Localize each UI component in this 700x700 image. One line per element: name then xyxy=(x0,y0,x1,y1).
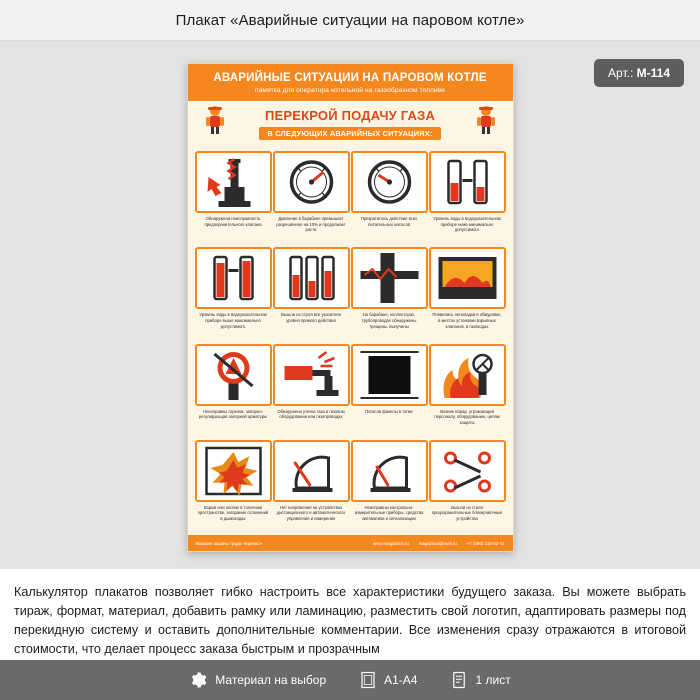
pictogram-cell[interactable] xyxy=(275,440,348,531)
pictogram-caption: Неисправны горелки, запорно-регулирующая запорной арматуры xyxy=(198,408,268,420)
bottom-item-label: А1-А4 xyxy=(384,673,418,687)
pictogram-caption: Уровень воды в водоуказательном приборе ниже минимально допустимого xyxy=(433,216,501,233)
article-badge xyxy=(594,59,684,87)
gear-icon xyxy=(189,671,207,689)
pictogram-cell[interactable] xyxy=(197,344,270,435)
fire-danger-icon xyxy=(429,344,506,406)
poster-footer-phone: +7 (495) 215-02-41 xyxy=(466,540,505,546)
pictogram-caption: Нет напряжения на устройствах дистанционного и автоматического управления и измерения xyxy=(276,504,346,522)
poster-footer-site: www.magazinot.ru xyxy=(373,540,409,546)
sheet-icon xyxy=(451,671,467,689)
safety-valve-icon xyxy=(195,151,272,213)
bottom-item-material[interactable] xyxy=(189,671,326,689)
pictogram-cell[interactable] xyxy=(197,247,270,338)
worker-figure-icon xyxy=(473,105,499,135)
pump-gauge-icon xyxy=(351,151,428,213)
pictogram-cell[interactable] xyxy=(431,440,504,531)
bottom-item-sheets[interactable] xyxy=(451,671,510,689)
description-text: Калькулятор плакатов позволяет гибко настроить все характеристики будущего заказа. Вы можете выбрать тираж, формат, материал, добавить рамку или ламинацию, разместить свой логотип, адаптировать размеры под перекидную систему и оставить дополнительные комментарии. Все изменения сразу отражаются в итоговой стоимости, что делает процесс заказа быстрым и прозрачным xyxy=(14,585,686,656)
poster-stage xyxy=(0,41,700,569)
water-level-high-icon xyxy=(195,247,272,309)
poster-sub-banner: В СЛЕДУЮЩИХ АВАРИЙНЫХ СИТУАЦИЯХ: xyxy=(259,127,440,140)
bottom-item-label: 1 лист xyxy=(475,673,511,687)
poster-footer-mail: magazinot@mail.ru xyxy=(418,540,457,546)
top-header-bar xyxy=(0,0,700,41)
poster-subheader xyxy=(188,101,513,145)
poster-footer xyxy=(188,535,513,551)
article-label: Арт.: xyxy=(608,66,634,80)
pictogram-caption: Прекратилось действие всех питательных насосов xyxy=(360,216,418,227)
gas-leak-icon xyxy=(273,344,350,406)
pictogram-caption: Обнаружена неисправность предохранительного клапана xyxy=(204,216,262,227)
flame-out-icon xyxy=(351,344,428,406)
pictogram-cell[interactable] xyxy=(197,151,270,242)
interlock-failure-icon xyxy=(429,440,506,502)
pictogram-grid xyxy=(188,145,513,535)
pictogram-cell[interactable] xyxy=(353,247,426,338)
pictogram-caption: Взрыв или хлопок в топочном пространстве, загорание отложений в дымоходах xyxy=(197,504,269,522)
pictogram-caption: Обнаружена утечка газа в газовом оборудовании или газопроводах xyxy=(277,408,345,420)
no-voltage-icon xyxy=(273,440,350,502)
pictogram-caption: Погасли факелы в топке xyxy=(365,408,413,414)
pictogram-cell[interactable] xyxy=(197,440,270,531)
furnace-fire-icon xyxy=(429,247,506,309)
poster-head-subtitle: памятка для оператора котельной на газообразном топливе xyxy=(254,87,446,94)
poster-image[interactable] xyxy=(187,63,514,552)
pictogram-cell[interactable] xyxy=(353,440,426,531)
poster-sub-title: ПЕРЕКРОЙ ПОДАЧУ ГАЗА xyxy=(264,108,436,123)
bottom-info-bar xyxy=(0,660,700,700)
pictogram-cell[interactable] xyxy=(275,247,348,338)
format-icon xyxy=(360,671,376,689)
shutoff-valve-icon xyxy=(195,344,272,406)
article-value: М-114 xyxy=(636,66,670,80)
pictogram-caption: Давление в барабане превышает разрешённое на 10% и продолжает расти xyxy=(276,216,346,233)
pictogram-caption: На барабане, коллекторах, трубопроводах обнаружены трещины, выпучины xyxy=(361,312,417,329)
pictogram-caption: Вышли из строя предохранительные блокировочные устройства xyxy=(431,504,503,522)
poster-head-title: АВАРИЙНЫЕ СИТУАЦИИ НА ПАРОВОМ КОТЛЕ xyxy=(213,72,487,84)
pressure-gauge-high-icon xyxy=(273,151,350,213)
poster-footer-left: Магазин охраны труда «Кронос» xyxy=(195,540,262,546)
pictogram-cell[interactable] xyxy=(353,151,426,242)
gauges-out-icon xyxy=(273,247,350,309)
explosion-icon xyxy=(195,440,272,502)
boiler-crack-icon xyxy=(351,247,428,309)
water-level-low-icon xyxy=(429,151,506,213)
pictogram-cell[interactable] xyxy=(431,344,504,435)
worker-figure-icon xyxy=(202,105,228,135)
pictogram-caption: Неисправны контрольно-измерительные приборы, средства автоматики и сигнализации xyxy=(354,504,424,522)
page-title: Плакат «Аварийные ситуации на паровом котле» xyxy=(175,11,525,29)
pictogram-cell[interactable] xyxy=(275,344,348,435)
faulty-instrument-icon xyxy=(351,440,428,502)
pictogram-caption: Вышли из строя все указатели уровня прямого действия xyxy=(281,312,341,323)
bottom-item-label: Материал на выбор xyxy=(215,673,327,687)
pictogram-cell[interactable] xyxy=(353,344,426,435)
pictogram-cell[interactable] xyxy=(431,151,504,242)
poster-header xyxy=(188,64,513,101)
pictogram-cell[interactable] xyxy=(431,247,504,338)
bottom-item-format[interactable] xyxy=(360,671,417,689)
pictogram-caption: Появились неполадки в обмуровке, в местах установки взрывных клапанов, в газоходах xyxy=(432,312,502,329)
pictogram-caption: Возник пожар, угрожающий персоналу, оборудованию, цепям защиты xyxy=(434,408,500,425)
pictogram-caption: Уровень воды в водоуказательном приборе выше максимально допустимого xyxy=(199,312,267,329)
pictogram-cell[interactable] xyxy=(275,151,348,242)
